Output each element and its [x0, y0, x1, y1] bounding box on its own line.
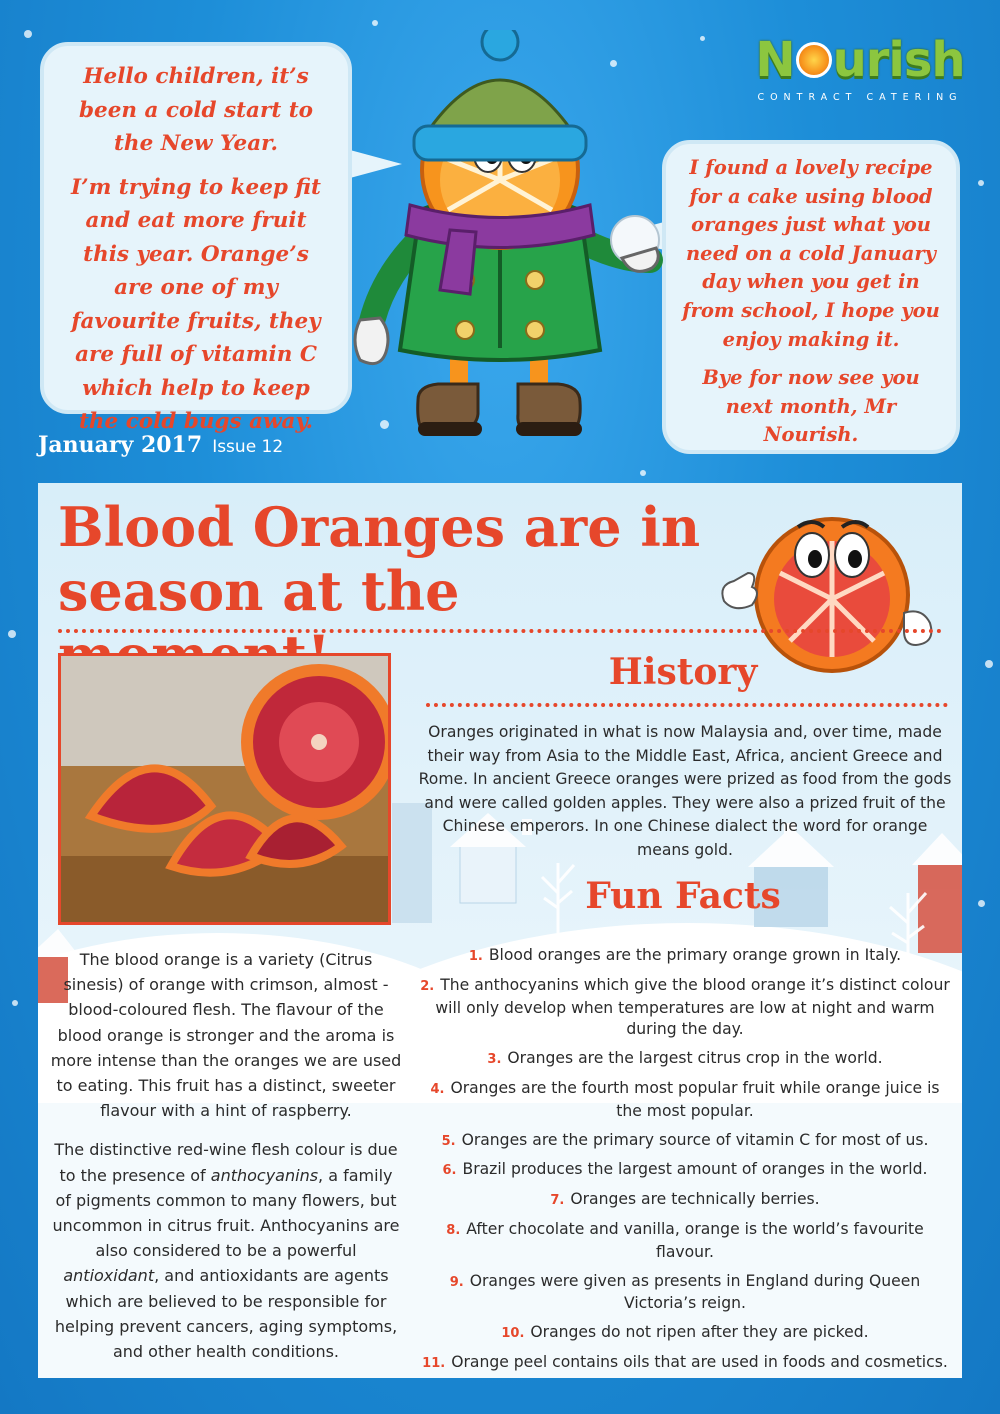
- issue-date: January 2017: [38, 432, 203, 458]
- fun-fact-text: Oranges were given as presents in England during Queen Victoria’s reign.: [469, 1271, 921, 1313]
- fun-facts-heading: Fun Facts: [585, 875, 781, 917]
- fun-fact-item: [418, 1271, 952, 1316]
- fun-fact-item: [418, 1322, 952, 1345]
- speech-bubble-left: [40, 42, 352, 434]
- intro-text: [50, 947, 402, 1378]
- fun-fact-text: Orange peel contains oils that are used in foods and cosmetics.: [451, 1352, 948, 1371]
- issue-info: [38, 432, 283, 458]
- fun-fact-text: Oranges are the primary source of vitamin C for most of us.: [461, 1130, 929, 1149]
- issue-number: Issue 12: [212, 437, 284, 457]
- fun-facts-list: [418, 945, 952, 1382]
- fun-fact-text: Oranges are the fourth most popular fruit while orange juice is the most popular.: [450, 1078, 940, 1120]
- intro-para2-part-c: , and antioxidants are agents which are believed to be responsible for helping prevent cancers, aging symptoms, and other health conditions.: [54, 1266, 398, 1362]
- history-text: Oranges originated in what is now Malaysia and, over time, made their way from Asia to the Middle East, Africa, ancient Greece and Rome. In ancient Greece oranges were prized as food from the gods and were called golden apples. They were also a prized fruit of the Chinese emperors. In one Chinese dialect the word for orange means gold.: [418, 723, 952, 859]
- fun-fact-item: [418, 1048, 952, 1071]
- headline: Blood Oranges are in season at the: [58, 495, 701, 623]
- fun-fact-text: Oranges do not ripen after they are picked.: [530, 1323, 869, 1342]
- fun-fact-item: [418, 975, 952, 1041]
- blood-orange-photo: [58, 653, 391, 925]
- fun-fact-text: Brazil produces the largest amount of oranges in the world.: [462, 1160, 928, 1179]
- fun-fact-number: 10.: [501, 1326, 525, 1342]
- mr-nourish-mascot: [330, 30, 670, 460]
- fun-fact-number: 8.: [446, 1222, 461, 1238]
- fun-fact-number: 1.: [468, 949, 483, 964]
- history-heading: History: [608, 651, 758, 693]
- fun-fact-number: 5.: [441, 1133, 456, 1149]
- fun-fact-item: [418, 1352, 952, 1375]
- intro-para2-part-b: , a family of pigments common to many flowers, but uncommon in citrus fruit. Anthocyanins are also considered to be a powerful: [52, 1165, 400, 1261]
- fun-fact-item: [418, 1219, 952, 1264]
- main-panel: [38, 483, 962, 1378]
- intro-para2-part-a: The distinctive red-wine flesh colour is due to the presence of: [54, 1140, 398, 1185]
- intro-para2: [50, 1137, 402, 1364]
- blood-orange-slices-illustration: [61, 656, 391, 925]
- fun-fact-item: [418, 1130, 952, 1153]
- intro-term-antioxidant: antioxidant: [63, 1266, 155, 1286]
- fun-fact-text: Oranges are the largest citrus crop in the world.: [507, 1049, 883, 1068]
- fun-fact-item: [418, 945, 952, 968]
- logo-letters-rest: urish: [832, 32, 965, 88]
- fun-fact-item: [418, 1078, 952, 1123]
- history-divider: [426, 703, 948, 707]
- logo-wordmark: [750, 30, 970, 90]
- fun-fact-item: [418, 1189, 952, 1212]
- nourish-logo: [750, 30, 970, 103]
- speech-left-para2: I’m trying to keep fit and eat more fruit this year. Orange’s are one of my favourite fruits, they are full of vitamin C which help to keep the cold bugs away.: [71, 174, 321, 434]
- speech-bubble-right: [662, 140, 960, 454]
- fun-fact-number: 3.: [487, 1052, 502, 1068]
- headline-divider: [58, 629, 942, 633]
- fun-fact-item: [418, 1159, 952, 1182]
- orange-slice-icon: [796, 42, 832, 78]
- logo-tagline: CONTRACT CATERING: [757, 92, 963, 103]
- fun-fact-text: After chocolate and vanilla, orange is the world’s favourite flavour.: [466, 1219, 924, 1261]
- fun-fact-text: Oranges are technically berries.: [570, 1190, 820, 1209]
- fun-fact-text: Blood oranges are the primary orange grown in Italy.: [488, 946, 902, 964]
- fun-fact-number: 4.: [430, 1081, 445, 1097]
- fun-fact-number: 6.: [442, 1163, 457, 1179]
- fun-fact-number: 11.: [422, 1355, 446, 1371]
- logo-letter-n: N: [755, 32, 795, 88]
- intro-para1: The blood orange is a variety (Citrus sinesis) of orange with crimson, almost -blood-coloured flesh. The flavour of the blood orange is stronger and the aroma is more intense than the oranges we are used to eating. This fruit has a distinct, sweeter flavour with a hint of raspberry.: [50, 950, 402, 1121]
- fun-fact-text: The anthocyanins which give the blood orange it’s distinct colour will only develop when temperatures are low at night and warm during the day.: [435, 975, 950, 1039]
- fun-fact-number: 9.: [449, 1274, 464, 1290]
- intro-term-anthocyanins: anthocyanins: [210, 1165, 319, 1185]
- fun-fact-number: 7.: [550, 1193, 565, 1209]
- speech-right-para2: Bye for now see you next month, Mr Nourish.: [702, 366, 920, 447]
- speech-right-para1: I found a lovely recipe for a cake using blood oranges just what you need on a cold January day when you get in from school, I hope you enjoy making it.: [682, 156, 940, 351]
- speech-left-para1: Hello children, it’s been a cold start to the New Year.: [78, 64, 314, 156]
- fun-fact-number: 2.: [420, 978, 435, 994]
